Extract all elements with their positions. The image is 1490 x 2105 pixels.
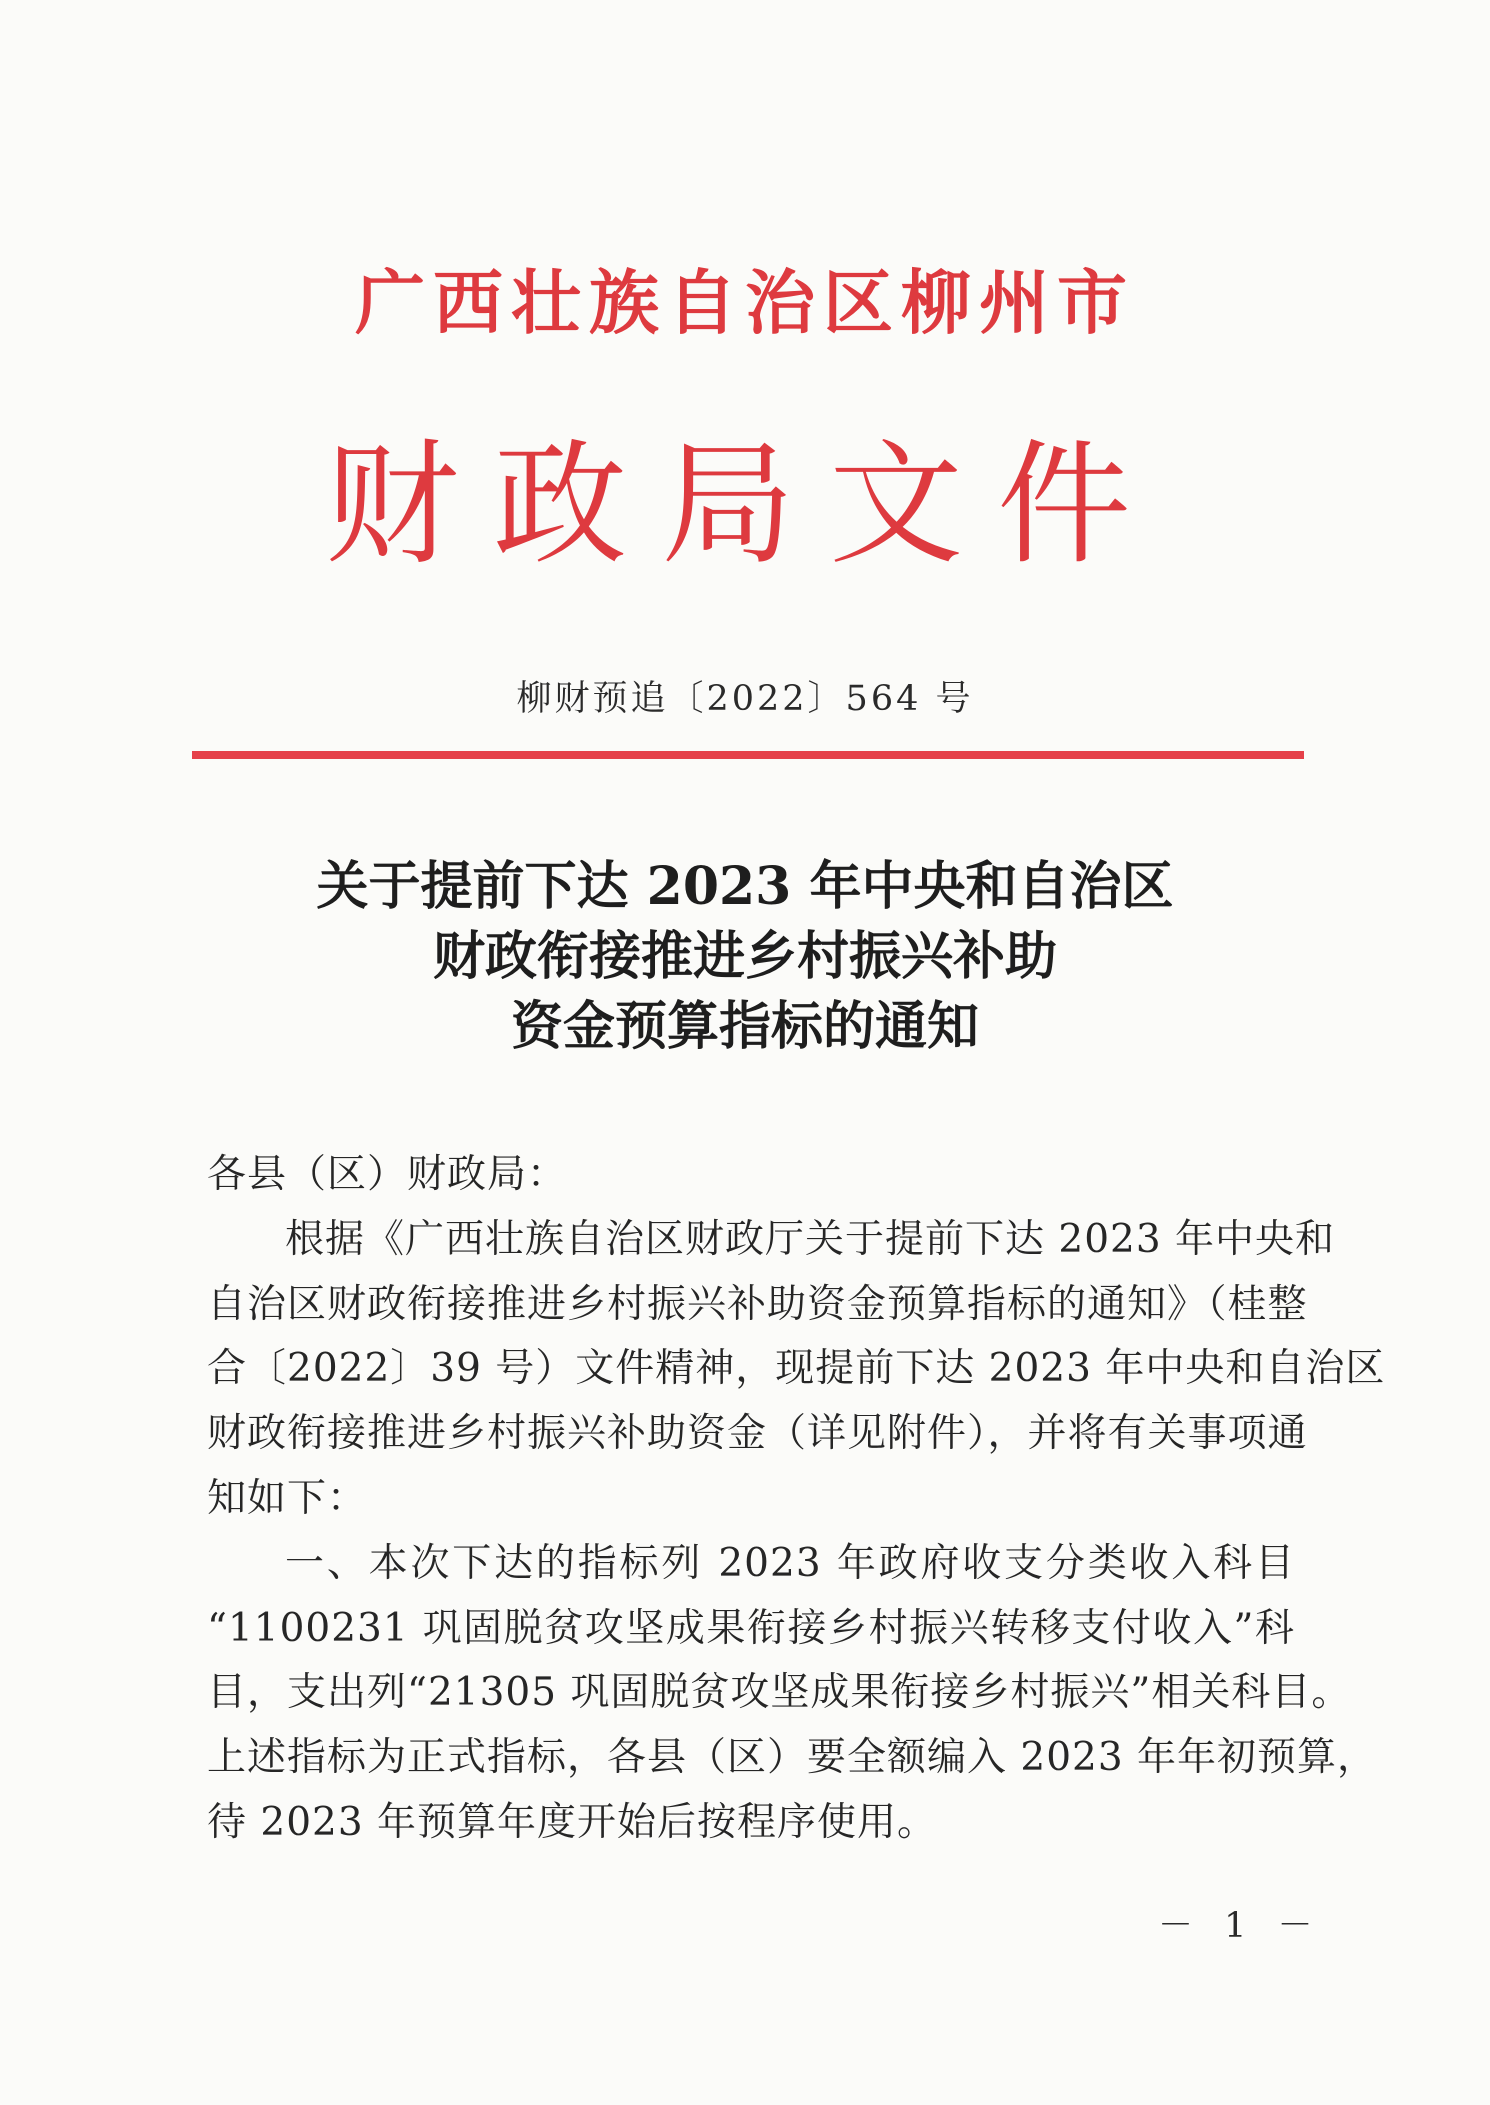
page-number: － 1 － bbox=[1158, 1906, 1323, 1946]
body-line: “1100231 巩固脱贫攻坚成果衔接乡村振兴转移支付收入”科 bbox=[207, 1605, 1295, 1651]
body-line: 合〔2022〕39 号）文件精神，现提前下达 2023 年中央和自治区 bbox=[207, 1346, 1386, 1392]
body-line: 自治区财政衔接推进乡村振兴补助资金预算指标的通知》（桂整 bbox=[207, 1281, 1308, 1327]
body-line: 知如下： bbox=[207, 1475, 368, 1521]
salutation: 各县（区）财政局： bbox=[207, 1152, 568, 1197]
body-line: 根据《广西壮族自治区财政厅关于提前下达 2023 年中央和 bbox=[285, 1216, 1336, 1262]
body-line: 上述指标为正式指标，各县（区）要全额编入 2023 年年初预算， bbox=[207, 1735, 1378, 1781]
body-line: 待 2023 年预算年度开始后按程序使用。 bbox=[207, 1799, 938, 1845]
notice-body bbox=[207, 1143, 1386, 1856]
body-line: 一、本次下达的指标列 2023 年政府收支分类收入科目 bbox=[285, 1540, 1295, 1586]
notice-title-line: 财政衔接推进乡村振兴补助 bbox=[432, 926, 1057, 987]
issuer-name: 广西壮族自治区柳州市 bbox=[355, 261, 1135, 344]
document-number: 柳财预追〔2022〕564 号 bbox=[516, 679, 974, 719]
document-header-title: 财政局文件 bbox=[324, 427, 1165, 583]
red-separator-line bbox=[192, 751, 1304, 759]
body-line: 财政衔接推进乡村振兴补助资金（详见附件），并将有关事项通 bbox=[207, 1411, 1308, 1457]
notice-title bbox=[0, 852, 1490, 1062]
notice-title-line: 关于提前下达 2023 年中央和自治区 bbox=[316, 856, 1174, 917]
notice-title-line: 资金预算指标的通知 bbox=[510, 996, 979, 1057]
body-line: 目，支出列“21305 巩固脱贫攻坚成果衔接乡村振兴”相关科目。 bbox=[207, 1670, 1352, 1716]
